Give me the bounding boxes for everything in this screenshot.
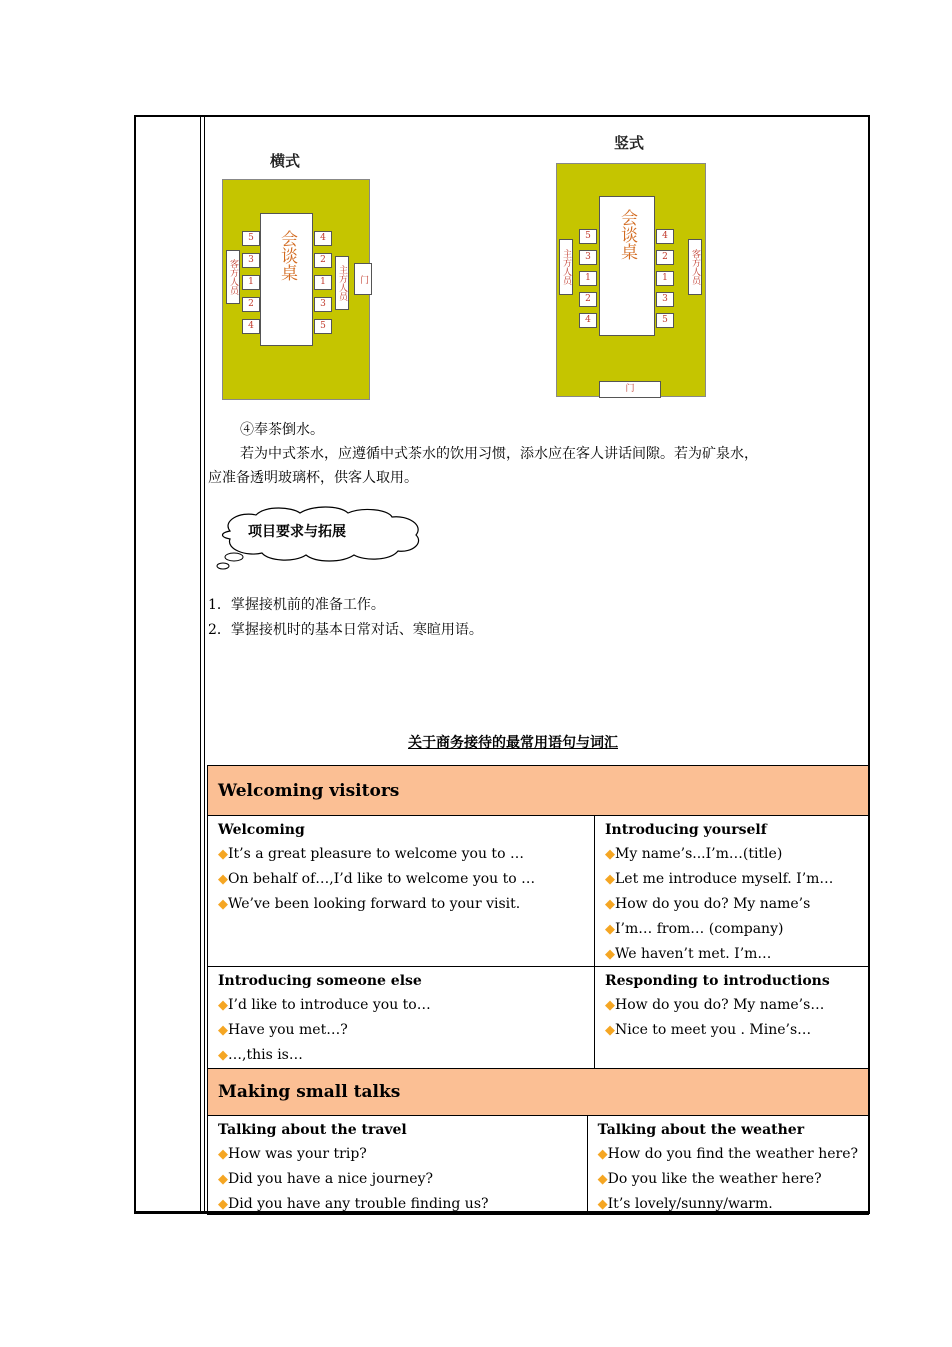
- diamond-bullet-icon: ◆: [605, 947, 615, 962]
- diamond-bullet-icon: ◆: [218, 1197, 228, 1212]
- phrase-item: ◆Did you have a nice journey?: [218, 1171, 433, 1187]
- meeting-table: [599, 196, 655, 336]
- table-label: 会谈桌: [277, 230, 297, 281]
- table-label: 会谈桌: [617, 209, 637, 260]
- seat: 3: [314, 297, 332, 312]
- seat: 1: [314, 275, 332, 290]
- seat: 5: [314, 319, 332, 334]
- cloud-callout: [212, 505, 426, 571]
- host-label: 主方人员: [559, 239, 573, 295]
- seat: 1: [242, 275, 260, 290]
- cell-heading: Introducing yourself: [605, 822, 767, 838]
- phrase-item: ◆Let me introduce myself. I’m…: [605, 871, 834, 887]
- guest-label: 客方人员: [688, 239, 702, 295]
- phrase-cell: [208, 967, 595, 1068]
- cloud-label: 项目要求与拓展: [248, 524, 346, 540]
- diamond-bullet-icon: ◆: [218, 1147, 228, 1162]
- cell-heading: Talking about the weather: [597, 1122, 805, 1138]
- step4-text-line1: 若为中式茶水，应遵循中式茶水的饮用习惯，添水应在客人讲话间隙。若为矿泉水，: [240, 446, 758, 462]
- phrase-item: ◆How do you do? My name’s…: [605, 997, 825, 1013]
- diamond-bullet-icon: ◆: [218, 847, 228, 862]
- diamond-bullet-icon: ◆: [218, 998, 228, 1013]
- table-row: [207, 1116, 869, 1215]
- phrase-item: ◆I’d like to introduce you to…: [218, 997, 431, 1013]
- seat: 2: [579, 292, 597, 307]
- phrase-item: ◆How was your trip?: [218, 1146, 367, 1162]
- cell-heading: Responding to introductions: [605, 973, 830, 989]
- phrase-item: ◆Nice to meet you . Mine’s…: [605, 1022, 812, 1038]
- seat: 3: [242, 253, 260, 268]
- phrases-table-title: 关于商务接待的最常用语句与词汇: [408, 735, 618, 751]
- diamond-bullet-icon: ◆: [605, 998, 615, 1013]
- phrase-item: ◆How do you find the weather here?: [597, 1146, 858, 1162]
- phrase-item: ◆We haven’t met. I’m…: [605, 946, 772, 962]
- phrase-cell: [595, 816, 868, 966]
- door-label: 门: [599, 381, 661, 398]
- diamond-bullet-icon: ◆: [218, 872, 228, 887]
- diamond-bullet-icon: ◆: [218, 1048, 228, 1063]
- seat: 5: [656, 313, 674, 328]
- guest-label: 客方人员: [226, 250, 240, 304]
- diamond-bullet-icon: ◆: [218, 897, 228, 912]
- vertical-layout-title: 竖式: [614, 134, 645, 152]
- requirement-item: 1．掌握接机前的准备工作。: [208, 597, 385, 613]
- column-divider: [200, 117, 201, 1211]
- step4-title: ④奉茶倒水。: [240, 422, 324, 438]
- phrase-item: ◆On behalf of…,I’d like to welcome you to …: [218, 871, 536, 887]
- seat: 3: [656, 292, 674, 307]
- diamond-bullet-icon: ◆: [597, 1172, 608, 1187]
- seat: 4: [242, 319, 260, 334]
- phrase-item: ◆…,this is…: [218, 1047, 303, 1063]
- phrase-cell: [588, 1116, 868, 1214]
- cell-heading: Introducing someone else: [218, 973, 422, 989]
- section-band-small-talks: Making small talks: [207, 1069, 869, 1116]
- seat: 4: [579, 313, 597, 328]
- diamond-bullet-icon: ◆: [218, 1023, 228, 1038]
- diamond-bullet-icon: ◆: [605, 872, 615, 887]
- column-divider: [204, 117, 205, 1211]
- seat: 4: [314, 231, 332, 246]
- seat: 5: [242, 231, 260, 246]
- diamond-bullet-icon: ◆: [605, 847, 615, 862]
- table-row: [207, 967, 869, 1069]
- seat: 4: [656, 229, 674, 244]
- seat: 1: [656, 271, 674, 286]
- diamond-bullet-icon: ◆: [605, 897, 615, 912]
- horizontal-layout-room: [222, 179, 370, 400]
- seat: 3: [579, 250, 597, 265]
- phrase-item: ◆Have you met…?: [218, 1022, 348, 1038]
- section-band-welcoming: Welcoming visitors: [207, 765, 869, 816]
- seat: 5: [579, 229, 597, 244]
- seat: 2: [242, 297, 260, 312]
- seat: 2: [314, 253, 332, 268]
- phrase-cell: [208, 1116, 588, 1214]
- door-label: 门: [354, 263, 372, 295]
- phrase-item: ◆We’ve been looking forward to your visit.: [218, 896, 521, 912]
- diamond-bullet-icon: ◆: [218, 1172, 228, 1187]
- cell-heading: Talking about the travel: [218, 1122, 407, 1138]
- phrase-cell: [595, 967, 868, 1068]
- phrase-item: ◆Do you like the weather here?: [597, 1171, 822, 1187]
- diamond-bullet-icon: ◆: [597, 1197, 608, 1212]
- diamond-bullet-icon: ◆: [605, 922, 615, 937]
- phrase-item: ◆How do you do? My name’s: [605, 896, 811, 912]
- seat: 1: [579, 271, 597, 286]
- horizontal-layout-title: 横式: [270, 152, 301, 170]
- phrase-item: ◆It’s a great pleasure to welcome you to …: [218, 846, 524, 862]
- diamond-bullet-icon: ◆: [597, 1147, 608, 1162]
- meeting-table: [260, 213, 313, 346]
- vertical-layout-room: [556, 163, 706, 397]
- phrase-item: ◆I’m… from… (company): [605, 921, 784, 937]
- seat: 2: [656, 250, 674, 265]
- diamond-bullet-icon: ◆: [605, 1023, 615, 1038]
- table-row: [207, 816, 869, 967]
- cell-heading: Welcoming: [218, 822, 305, 838]
- phrases-table: [207, 765, 869, 1215]
- requirement-item: 2．掌握接机时的基本日常对话、寒暄用语。: [208, 622, 483, 638]
- host-label: 主方人员: [335, 256, 349, 310]
- phrase-item: ◆Did you have any trouble finding us?: [218, 1196, 489, 1212]
- phrase-cell: [208, 816, 595, 966]
- phrase-item: ◆It’s lovely/sunny/warm.: [597, 1196, 773, 1212]
- phrase-item: ◆My name’s...I’m…(title): [605, 846, 783, 862]
- step4-text-line2: 应准备透明玻璃杯，供客人取用。: [208, 470, 418, 486]
